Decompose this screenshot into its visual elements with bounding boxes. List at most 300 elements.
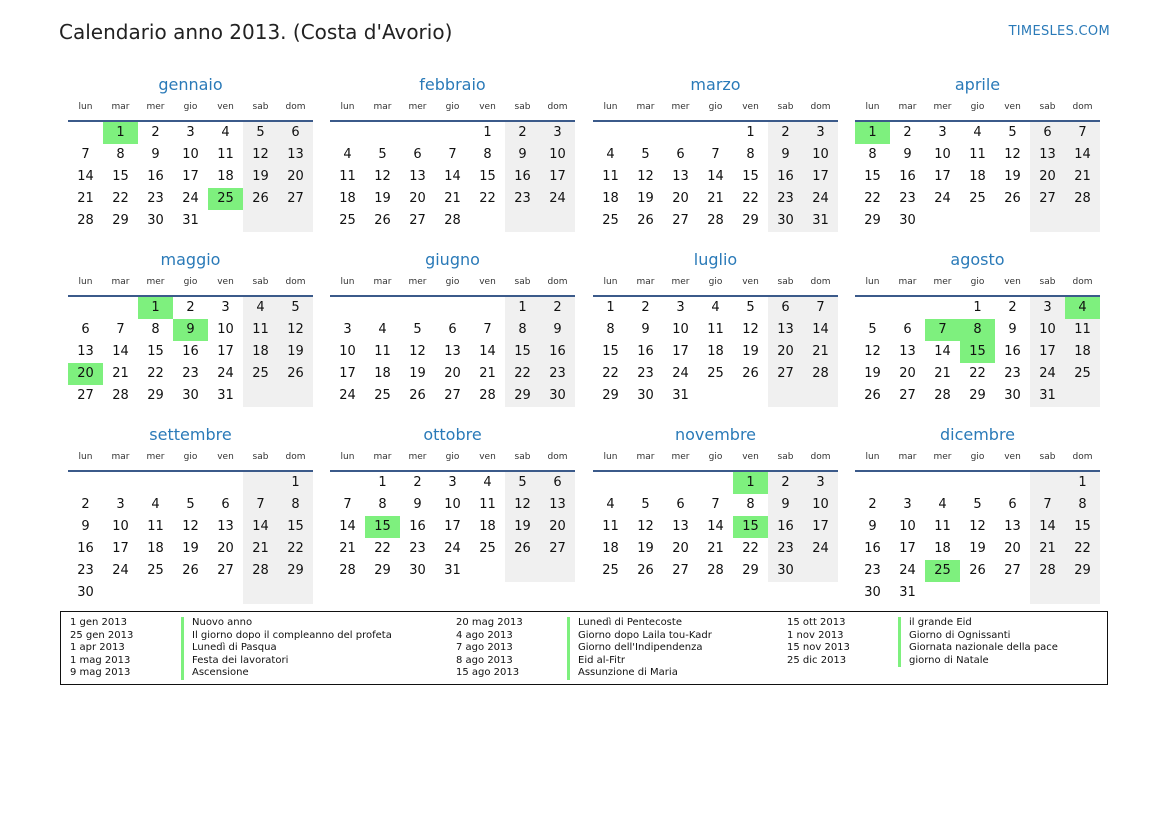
weekday-label: gio [445,277,460,287]
weekday-header [855,96,1100,122]
day-cell: 6 [676,147,685,162]
day-cell: 25 [374,388,391,403]
day-cell: 6 [221,497,230,512]
weekday-label: lun [340,277,355,287]
empty-cell [925,297,960,319]
day-cell: 28 [707,563,724,578]
month-settembre [68,424,313,604]
empty-cell [855,297,890,319]
day-cell: 18 [969,169,986,184]
day-cell: 19 [505,516,540,538]
day-cell: 8 [505,319,540,341]
day-cell: 16 [147,169,164,184]
day-cell: 23 [505,188,540,210]
empty-cell [103,582,138,604]
day-cell: 4 [378,322,387,337]
day-cell: 9 [1008,322,1017,337]
day-cell: 19 [864,366,881,381]
empty-cell [593,472,628,494]
day-cell: 12 [182,519,199,534]
day-cell: 18 [339,191,356,206]
day-cell: 16 [768,516,803,538]
day-cell: 21 [934,366,951,381]
day-cell: 23 [768,188,803,210]
weekday-label: dom [1072,277,1093,287]
day-cell: 15 [733,516,768,538]
day-cell: 5 [746,300,755,315]
day-cell: 5 [413,322,422,337]
weekday-label: mar [111,452,130,462]
holiday-name: Festa dei lavoratori [192,654,289,666]
weekday-label: lun [78,452,93,462]
empty-cell [1030,472,1065,494]
day-cell: 18 [217,169,234,184]
weekday-header [68,446,313,472]
day-cell: 26 [505,538,540,560]
day-cell: 15 [365,516,400,538]
day-cell: 5 [1008,125,1017,140]
holiday-marker [567,655,570,668]
day-cell: 4 [243,297,278,319]
day-cell: 24 [1030,363,1065,385]
day-cell: 20 [672,191,689,206]
day-grid [68,297,313,407]
day-cell: 10 [899,519,916,534]
day-cell: 29 [864,213,881,228]
legend-item [61,655,392,668]
weekday-label: dom [547,452,568,462]
day-cell: 30 [147,213,164,228]
day-cell: 18 [707,344,724,359]
day-cell: 12 [278,319,313,341]
day-cell: 10 [1030,319,1065,341]
day-cell: 23 [77,563,94,578]
holiday-marker [181,655,184,668]
empty-cell [138,472,173,494]
empty-cell [400,122,435,144]
day-cell: 17 [1030,341,1065,363]
day-cell: 3 [448,475,457,490]
weekday-label: ven [479,102,496,112]
holiday-marker [181,642,184,655]
day-cell: 28 [339,563,356,578]
day-cell: 8 [606,322,615,337]
day-cell: 16 [182,344,199,359]
day-cell: 29 [147,388,164,403]
day-cell: 11 [217,147,234,162]
weekday-label: sab [514,452,531,462]
day-cell: 20 [278,166,313,188]
day-cell: 25 [479,541,496,556]
day-cell: 22 [147,366,164,381]
empty-cell [698,472,733,494]
month-aprile [855,74,1100,232]
day-cell: 1 [606,300,615,315]
empty-cell [365,297,400,319]
day-cell: 24 [112,563,129,578]
weekday-header [68,271,313,297]
day-cell: 13 [540,494,575,516]
weekday-label: sab [514,102,531,112]
weekday-label: dom [285,102,306,112]
day-cell: 10 [934,147,951,162]
holiday-date: 15 ago 2013 [456,667,520,678]
weekday-header [593,271,838,297]
day-cell: 12 [969,519,986,534]
day-cell: 24 [934,191,951,206]
day-cell: 21 [339,541,356,556]
weekday-label: gio [708,277,723,287]
day-cell: 7 [116,322,125,337]
empty-cell [803,385,838,407]
day-cell: 15 [112,169,129,184]
empty-cell [435,297,470,319]
month-ottobre [330,424,575,582]
empty-cell [505,560,540,582]
brand-link[interactable]: TIMESLES.COM [1008,24,1110,39]
empty-cell [330,297,365,319]
day-cell: 27 [768,363,803,385]
holiday-name: Eid al-Fitr [578,654,625,666]
day-cell: 22 [969,366,986,381]
day-cell: 22 [479,191,496,206]
empty-cell [103,297,138,319]
day-cell: 15 [278,516,313,538]
day-cell: 31 [803,210,838,232]
day-cell: 23 [182,366,199,381]
weekday-label: ven [217,102,234,112]
day-cell: 10 [444,497,461,512]
holiday-name: Nuovo anno [192,617,253,628]
month-giugno [330,249,575,407]
holiday-marker [898,630,901,643]
day-cell: 28 [112,388,129,403]
empty-cell [68,297,103,319]
weekday-label: mar [111,277,130,287]
weekday-label: mar [373,102,392,112]
day-cell: 10 [803,494,838,516]
day-cell: 9 [868,519,877,534]
day-cell: 11 [707,322,724,337]
day-cell: 26 [1004,191,1021,206]
day-cell: 22 [602,366,619,381]
day-cell: 28 [1030,560,1065,582]
day-cell: 26 [278,363,313,385]
day-cell: 26 [969,563,986,578]
day-cell: 13 [1030,144,1065,166]
weekday-header [330,271,575,297]
day-cell: 30 [182,388,199,403]
day-cell: 26 [742,366,759,381]
empty-cell [208,210,243,232]
day-cell: 20 [899,366,916,381]
weekday-label: mar [898,452,917,462]
empty-cell [173,472,208,494]
day-cell: 28 [803,363,838,385]
day-cell: 14 [77,169,94,184]
month-name: novembre [674,425,757,444]
day-cell: 24 [803,538,838,560]
month-name: febbraio [419,75,486,94]
day-cell: 5 [278,297,313,319]
weekday-label: dom [810,102,831,112]
day-cell: 21 [707,541,724,556]
empty-cell [400,297,435,319]
empty-cell [208,582,243,604]
month-name: gennaio [158,75,223,94]
day-cell: 7 [803,297,838,319]
day-cell: 13 [672,519,689,534]
month-name: agosto [950,250,1005,269]
day-cell: 9 [81,519,90,534]
day-cell: 22 [742,541,759,556]
day-cell: 26 [374,213,391,228]
day-cell: 12 [1004,147,1021,162]
day-cell: 9 [641,322,650,337]
weekday-label: gio [970,102,985,112]
day-cell: 1 [138,297,173,319]
day-cell: 22 [864,191,881,206]
legend-item [447,630,712,643]
day-cell: 28 [1065,188,1100,210]
weekday-label: ven [479,452,496,462]
day-cell: 7 [448,147,457,162]
empty-cell [540,210,575,232]
holiday-date: 7 ago 2013 [456,642,513,653]
day-cell: 29 [1065,560,1100,582]
empty-cell [1065,582,1100,604]
holiday-name: Giorno di Ognissanti [909,629,1011,641]
day-cell: 30 [637,388,654,403]
day-cell: 6 [278,122,313,144]
day-cell: 19 [374,191,391,206]
day-cell: 17 [339,366,356,381]
empty-cell [995,582,1030,604]
weekday-label: mar [373,277,392,287]
weekday-label: mer [933,277,952,287]
day-cell: 17 [217,344,234,359]
day-cell: 6 [676,497,685,512]
weekday-label: sab [514,277,531,287]
weekday-label: lun [603,277,618,287]
holiday-date: 1 apr 2013 [70,642,125,653]
day-grid [68,122,313,232]
weekday-label: dom [810,277,831,287]
weekday-label: gio [970,277,985,287]
day-cell: 15 [602,344,619,359]
day-cell: 23 [637,366,654,381]
day-cell: 23 [147,191,164,206]
day-cell: 9 [768,144,803,166]
day-cell: 15 [1065,516,1100,538]
day-cell: 20 [444,366,461,381]
day-cell: 8 [746,497,755,512]
day-grid [330,472,575,582]
empty-cell [243,210,278,232]
weekday-label: lun [865,102,880,112]
day-cell: 14 [707,519,724,534]
day-cell: 20 [540,516,575,538]
month-dicembre [855,424,1100,604]
holiday-marker [567,630,570,643]
day-cell: 14 [243,516,278,538]
day-cell: 31 [672,388,689,403]
day-cell: 3 [343,322,352,337]
weekday-label: dom [1072,452,1093,462]
day-grid [855,297,1100,407]
day-cell: 27 [278,188,313,210]
day-cell: 3 [903,497,912,512]
weekday-label: gio [445,102,460,112]
day-cell: 13 [409,169,426,184]
day-cell: 24 [540,188,575,210]
day-cell: 27 [1030,188,1065,210]
empty-cell [995,210,1030,232]
day-cell: 21 [479,366,496,381]
day-cell: 15 [479,169,496,184]
day-cell: 1 [973,300,982,315]
weekday-label: ven [1004,277,1021,287]
day-cell: 21 [707,191,724,206]
day-cell: 8 [278,494,313,516]
day-cell: 9 [173,319,208,341]
holiday-marker [181,667,184,680]
day-cell: 21 [1065,166,1100,188]
day-grid [330,122,575,232]
empty-cell [1065,210,1100,232]
day-cell: 19 [243,166,278,188]
day-cell: 16 [540,341,575,363]
weekday-label: gio [183,452,198,462]
month-name: settembre [149,425,232,444]
day-cell: 3 [938,125,947,140]
day-cell: 21 [1030,538,1065,560]
empty-cell [593,122,628,144]
day-cell: 29 [505,385,540,407]
day-cell: 20 [1030,166,1065,188]
day-cell: 2 [868,497,877,512]
day-cell: 19 [637,191,654,206]
day-cell: 2 [505,122,540,144]
day-cell: 24 [182,191,199,206]
day-grid [593,122,838,232]
legend-item [778,642,1058,655]
day-cell: 2 [186,300,195,315]
holiday-marker [567,667,570,680]
day-cell: 4 [711,300,720,315]
day-cell: 25 [147,563,164,578]
weekday-label: ven [1004,102,1021,112]
day-cell: 30 [1004,388,1021,403]
day-cell: 30 [540,385,575,407]
day-cell: 5 [186,497,195,512]
weekday-label: mer [146,452,165,462]
empty-cell [663,122,698,144]
empty-cell [768,385,803,407]
day-cell: 11 [339,169,356,184]
day-cell: 2 [151,125,160,140]
day-cell: 28 [934,388,951,403]
day-cell: 18 [147,541,164,556]
month-maggio [68,249,313,407]
weekday-label: ven [479,277,496,287]
day-cell: 6 [1008,497,1017,512]
day-cell: 14 [479,344,496,359]
empty-cell [540,560,575,582]
day-cell: 26 [243,188,278,210]
day-cell: 29 [602,388,619,403]
day-cell: 17 [934,169,951,184]
day-cell: 6 [448,322,457,337]
weekday-label: sab [252,102,269,112]
holiday-date: 15 nov 2013 [787,642,850,653]
holiday-name: Assunzione di Maria [578,667,678,678]
weekday-label: dom [285,277,306,287]
legend-item [447,617,712,630]
day-grid [330,297,575,407]
weekday-label: mar [636,452,655,462]
day-cell: 11 [934,519,951,534]
day-cell: 14 [1065,144,1100,166]
day-cell: 5 [243,122,278,144]
holiday-date: 15 ott 2013 [787,617,846,628]
day-cell: 23 [864,563,881,578]
day-cell: 19 [182,541,199,556]
empty-cell [960,582,995,604]
day-cell: 21 [77,191,94,206]
day-cell: 12 [637,169,654,184]
day-cell: 17 [540,166,575,188]
weekday-label: gio [708,102,723,112]
empty-cell [628,122,663,144]
legend-item [61,667,392,680]
day-cell: 14 [707,169,724,184]
weekday-label: mer [671,277,690,287]
day-cell: 21 [444,191,461,206]
weekday-label: mar [898,277,917,287]
empty-cell [243,472,278,494]
weekday-label: mer [146,102,165,112]
empty-cell [330,472,365,494]
empty-cell [1065,385,1100,407]
legend-column [447,617,712,680]
holiday-name: il grande Eid [909,617,972,628]
holiday-name: Lunedì di Pentecoste [578,617,682,628]
empty-cell [278,210,313,232]
empty-cell [925,472,960,494]
day-cell: 3 [1030,297,1065,319]
day-cell: 29 [374,563,391,578]
day-cell: 3 [540,122,575,144]
day-cell: 14 [112,344,129,359]
day-cell: 16 [899,169,916,184]
day-cell: 17 [444,519,461,534]
day-cell: 14 [444,169,461,184]
day-cell: 27 [409,213,426,228]
day-cell: 12 [243,144,278,166]
day-cell: 10 [217,322,234,337]
day-cell: 24 [803,188,838,210]
legend-item [778,630,1058,643]
day-cell: 16 [768,166,803,188]
day-cell: 29 [742,563,759,578]
empty-cell [890,297,925,319]
empty-cell [663,472,698,494]
weekday-label: sab [252,277,269,287]
empty-cell [698,122,733,144]
day-cell: 7 [711,147,720,162]
day-cell: 26 [864,388,881,403]
